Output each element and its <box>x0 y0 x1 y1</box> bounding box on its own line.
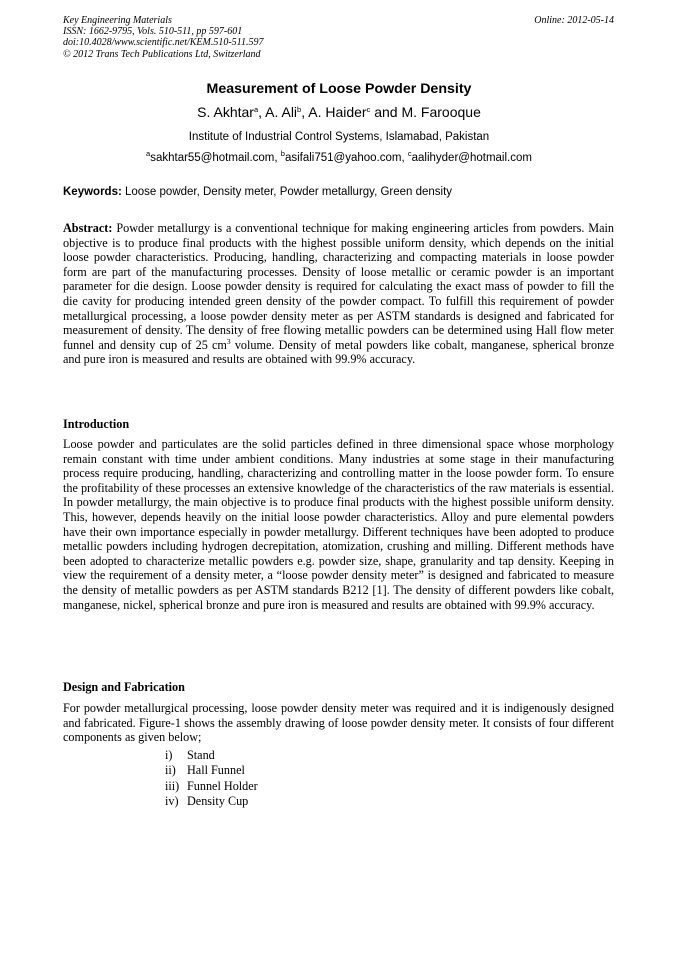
email-superscript: b <box>280 149 285 158</box>
issn-line: ISSN: 1662-9795, Vols. 510-511, pp 597-601 <box>63 26 243 38</box>
keywords-text: Loose powder, Density meter, Powder metallurgy, Green density <box>125 186 453 198</box>
email-separator: , <box>401 152 408 164</box>
email-link[interactable]: sakhtar55@hotmail.com <box>150 152 275 164</box>
list-item <box>165 763 258 778</box>
keywords-label: Keywords: <box>63 186 122 198</box>
abstract <box>63 221 614 367</box>
list-item-label: Funnel Holder <box>187 778 258 793</box>
author: A. Ali <box>265 104 298 120</box>
email-list <box>0 149 678 164</box>
list-item-number: iii) <box>165 778 180 793</box>
introduction-heading: Introduction <box>63 417 130 431</box>
introduction-text: Loose powder and particulates are the solid particles defined in three dimensional space whose morphology remain constant with time under ambient conditions. Many industries at some stage in their manufacturing process require producing, handling, characterizing and controlling matter in the loose powder form. To ensure the profitability of these processes an extensive knowledge of the characteristics of the raw materials is essential. In powder metallurgy, the main objective is to produce final products with the highest possible uniform density. This, however, depends heavily on the initial loose powder characteristics. Alloy and pure elemental powders have their own importance especially in powder metallurgy. Different techniques have been adopted to produce metallic powders including hydrogen decrepitation, atomization, crushing and milling. Different methods have been adopted to characterize metallic powders e.g. powder size, shape, granularity and tap density. Keeping in view the requirement of a density meter, a “loose powder density meter” is designed and fabricated to measure the density of metallic powders as per ASTM standards B212 [1]. The density of different powders like cobalt, manganese, nickel, spherical bronze and pure iron is measured and results are obtained with 99.9% accuracy. <box>63 437 614 612</box>
copyright-line: © 2012 Trans Tech Publications Ltd, Switzerland <box>63 48 261 60</box>
email-link[interactable]: aalihyder@hotmail.com <box>411 152 532 164</box>
list-item-number: i) <box>165 748 173 762</box>
author: A. Haider <box>308 104 367 120</box>
paper-title: Measurement of Loose Powder Density <box>206 81 472 97</box>
email-link[interactable]: asifali751@yahoo.com <box>284 152 402 164</box>
list-item-label: Stand <box>187 748 215 762</box>
author: M. Farooque <box>401 104 481 120</box>
abstract-text: Powder metallurgy is a conventional technique for making engineering articles from powders. Main objective is to produce final products with the highest possible uniform density, which depends on the initial loose powder characteristics. Producing, handling, characterizing and compacting materials in loose powder form are part of the manufacturing processes. Density of loose metallic or ceramic powder is an important parameter for die design. Loose powder density is required for calculating the exact mass of powder to fill the die cavity for producing intended green density of the powder compact. To fulfill this requirement of powder metallurgical processing, a loose powder density meter as per ASTM standards is designed and fabricated for measurement of density. The density of free flowing metallic powders can be determined using Hall flow meter funnel and density cup of 25 cm <box>63 221 615 352</box>
keywords <box>63 186 623 198</box>
list-item-label: Hall Funnel <box>187 763 245 778</box>
list-item <box>165 794 258 809</box>
author-superscript: c <box>366 105 371 114</box>
author: S. Akhtar <box>197 104 254 120</box>
component-list <box>165 748 258 810</box>
abstract-text-end: volume. Density of metal powders like cobalt, manganese, spherical bronze and pure iron is measured and results are obtained with 99.9% accuracy. <box>63 337 614 367</box>
author-superscript: b <box>297 105 302 114</box>
list-item-label: Density Cup <box>187 794 249 809</box>
abstract-label: Abstract: <box>63 221 113 235</box>
list-item-number: iv) <box>165 794 179 809</box>
email-separator: , <box>274 152 281 164</box>
design-text: For powder metallurgical processing, loose powder density meter was required and it is indigenously designed and fabricated. Figure-1 shows the assembly drawing of loose powder density meter. It consists of four different components as given below; <box>63 701 614 745</box>
author-list <box>0 104 678 120</box>
email-superscript: c <box>407 149 412 158</box>
author-separator: , <box>301 104 309 120</box>
list-item-number: ii) <box>165 763 176 778</box>
author-superscript: a <box>253 105 259 114</box>
affiliation: Institute of Industrial Control Systems, Islamabad, Pakistan <box>188 131 490 143</box>
list-item <box>165 779 258 794</box>
design-heading: Design and Fabrication <box>63 680 185 694</box>
list-item <box>165 748 258 763</box>
journal-name: Key Engineering Materials <box>63 15 172 26</box>
abstract-superscript: 3 <box>226 336 231 346</box>
journal-header <box>63 15 263 60</box>
email-superscript: a <box>146 149 151 158</box>
doi-line: doi:10.4028/www.scientific.net/KEM.510-511.597 <box>63 37 264 49</box>
online-date: Online: 2012-05-14 <box>534 15 614 26</box>
author-separator: , <box>258 104 266 120</box>
author-separator: and <box>370 104 402 120</box>
